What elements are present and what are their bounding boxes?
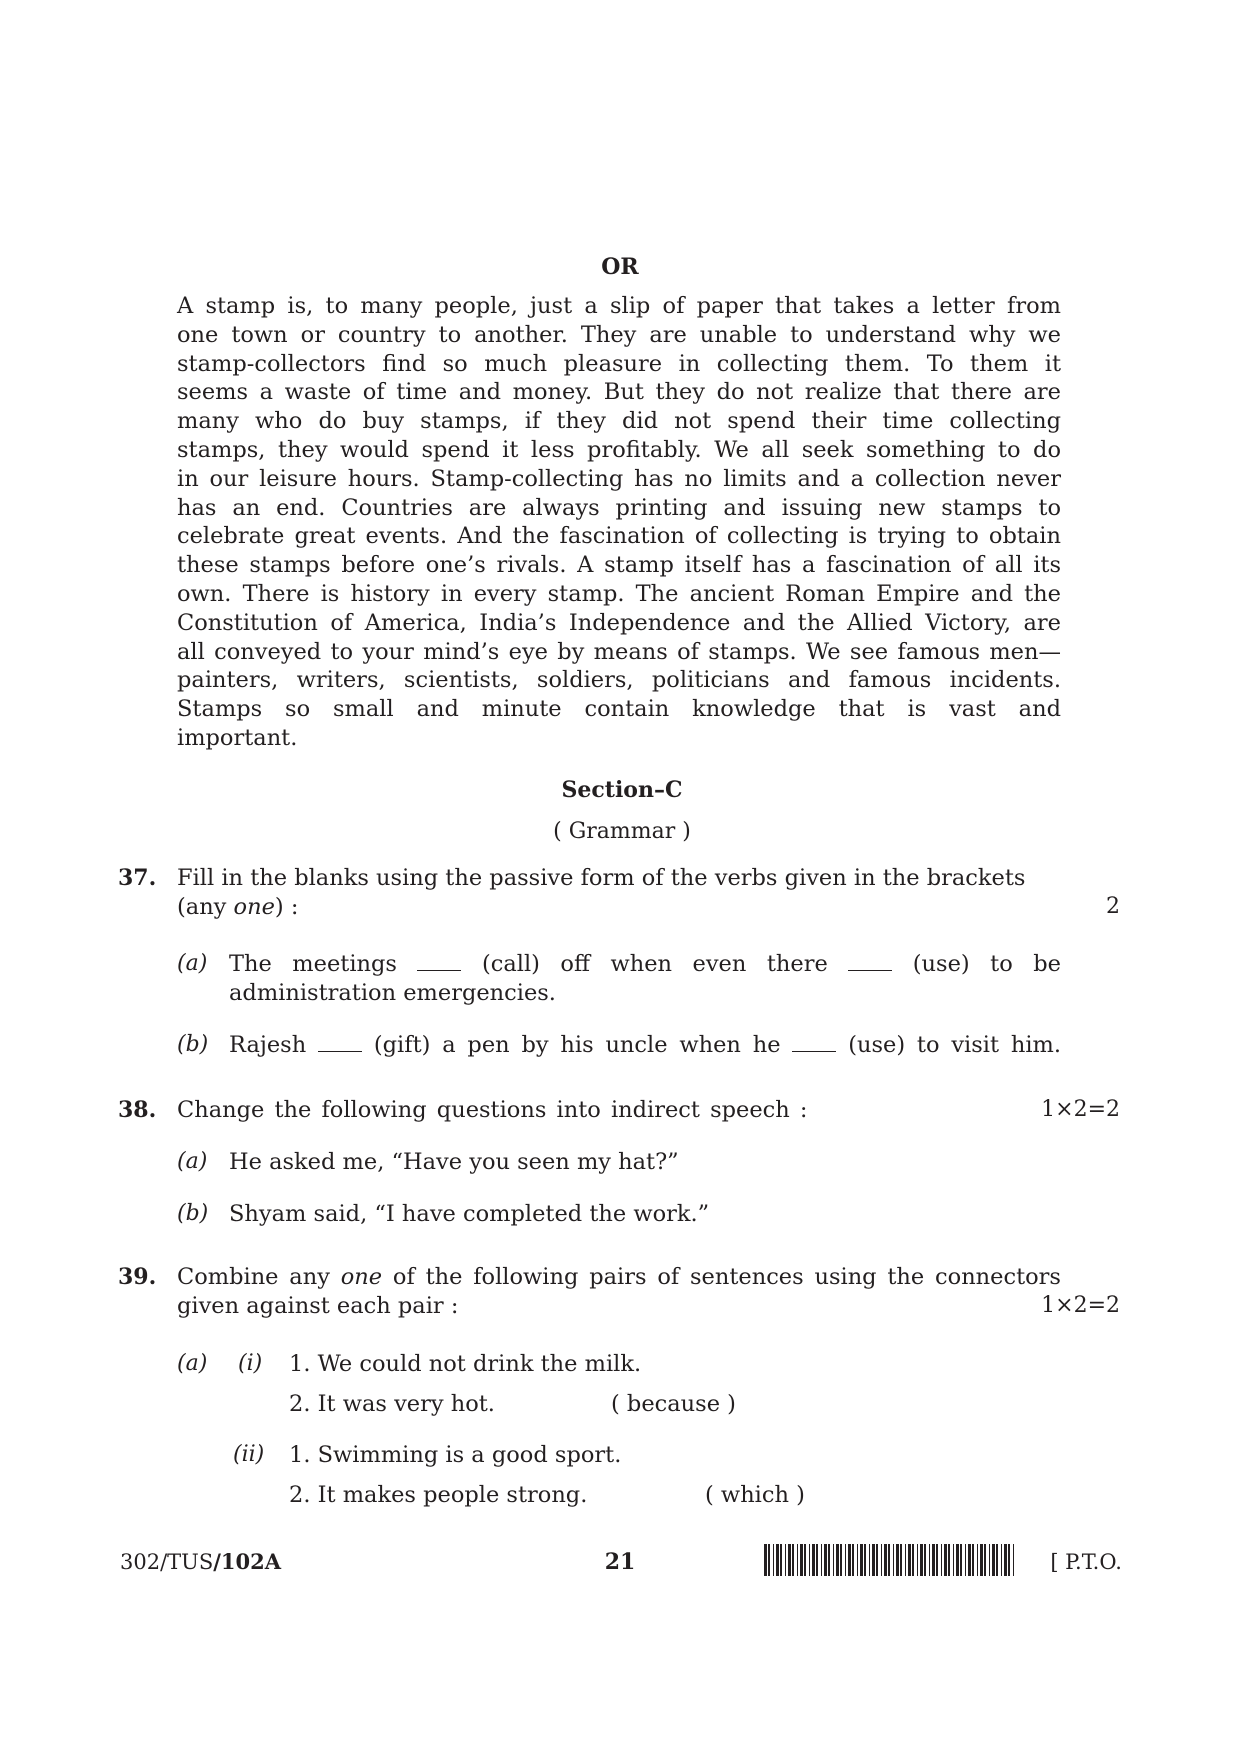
sub-option-label: (ii) (233, 1442, 265, 1467)
option-text: Shyam said, “I have completed the work.” (229, 1201, 710, 1227)
option-label: (a) (177, 1351, 208, 1376)
section-subtitle: ( Grammar ) (553, 819, 691, 844)
reading-passage (177, 292, 1061, 753)
question-number: 38. (118, 1097, 157, 1123)
passage-line: many who do buy stamps, if they did not spend their time collecting (177, 408, 1061, 435)
passage-line: important. (177, 724, 298, 751)
option-label: (a) (177, 951, 208, 976)
passage-line: these stamps before one’s rivals. A stamp itself has a fascination of all its (177, 552, 1061, 579)
page-number: 21 (604, 1549, 636, 1575)
answer-blank (848, 954, 892, 971)
question-number: 39. (118, 1264, 157, 1290)
option-label: (b) (177, 1032, 209, 1057)
option-label: (a) (177, 1149, 208, 1174)
passage-line: in our leisure hours. Stamp-collecting has no limits and a collection never (177, 465, 1061, 492)
passage-line: one town or country to another. They are unable to understand why we (177, 321, 1061, 348)
section-title: Section–C (561, 777, 683, 803)
connector: ( which ) (705, 1482, 805, 1508)
option-text: The meetings (call) off when even there (use) to be (229, 951, 1061, 977)
passage-line: Constitution of America, India’s Independence and the Allied Victory, are (177, 609, 1061, 636)
answer-blank (318, 1035, 362, 1052)
answer-blank (792, 1035, 836, 1052)
passage-line: stamps, they would spend it less profitably. We all seek something to do (177, 436, 1061, 463)
question-text: given against each pair : (177, 1293, 459, 1319)
question-text: Change the following questions into indirect speech : (177, 1097, 808, 1123)
sentence: 2. It was very hot. (289, 1391, 495, 1417)
option-text: administration emergencies. (229, 980, 556, 1006)
passage-line: stamp-collectors find so much pleasure in collecting them. To them it (177, 350, 1061, 377)
sentence: 2. It makes people strong. (289, 1482, 588, 1508)
question-text: Fill in the blanks using the passive form of the verbs given in the brackets (177, 865, 1026, 891)
passage-line: Stamps so small and minute contain knowledge that is vast and (177, 696, 1061, 723)
sentence: 1. We could not drink the milk. (289, 1351, 642, 1377)
marks: 1×2=2 (1041, 1097, 1120, 1122)
question-number: 37. (118, 865, 157, 891)
passage-line: has an end. Countries are always printing and issuing new stamps to (177, 494, 1061, 521)
passage-line: seems a waste of time and money. But they do not realize that there are (177, 379, 1061, 406)
option-text: He asked me, “Have you seen my hat?” (229, 1149, 679, 1175)
passage-line: painters, writers, scientists, soldiers, politicians and famous incidents. (177, 667, 1061, 694)
barcode (762, 1544, 1018, 1576)
marks: 1×2=2 (1041, 1293, 1120, 1318)
question-text: (any one) : (177, 894, 299, 920)
sentence: 1. Swimming is a good sport. (289, 1442, 622, 1468)
pto-label: [ P.T.O. (1050, 1550, 1122, 1574)
or-heading: OR (601, 254, 639, 280)
option-label: (b) (177, 1201, 209, 1226)
question-text: Combine any one of the following pairs of sentences using the connectors (177, 1264, 1061, 1290)
passage-line: A stamp is, to many people, just a slip of paper that takes a letter from (177, 293, 1061, 319)
answer-blank (417, 954, 461, 971)
sub-option-label: (i) (238, 1351, 263, 1376)
connector: ( because ) (611, 1391, 736, 1417)
passage-line: all conveyed to your mind’s eye by means of stamps. We see famous men— (177, 638, 1061, 665)
marks: 2 (1106, 894, 1120, 919)
passage-line: own. There is history in every stamp. The ancient Roman Empire and the (177, 580, 1061, 607)
passage-line: celebrate great events. And the fascination of collecting is trying to obtain (177, 523, 1061, 550)
paper-code: 302/TUS/102A (120, 1549, 282, 1574)
option-text: Rajesh (gift) a pen by his uncle when he (use) to visit him. (229, 1032, 1062, 1058)
